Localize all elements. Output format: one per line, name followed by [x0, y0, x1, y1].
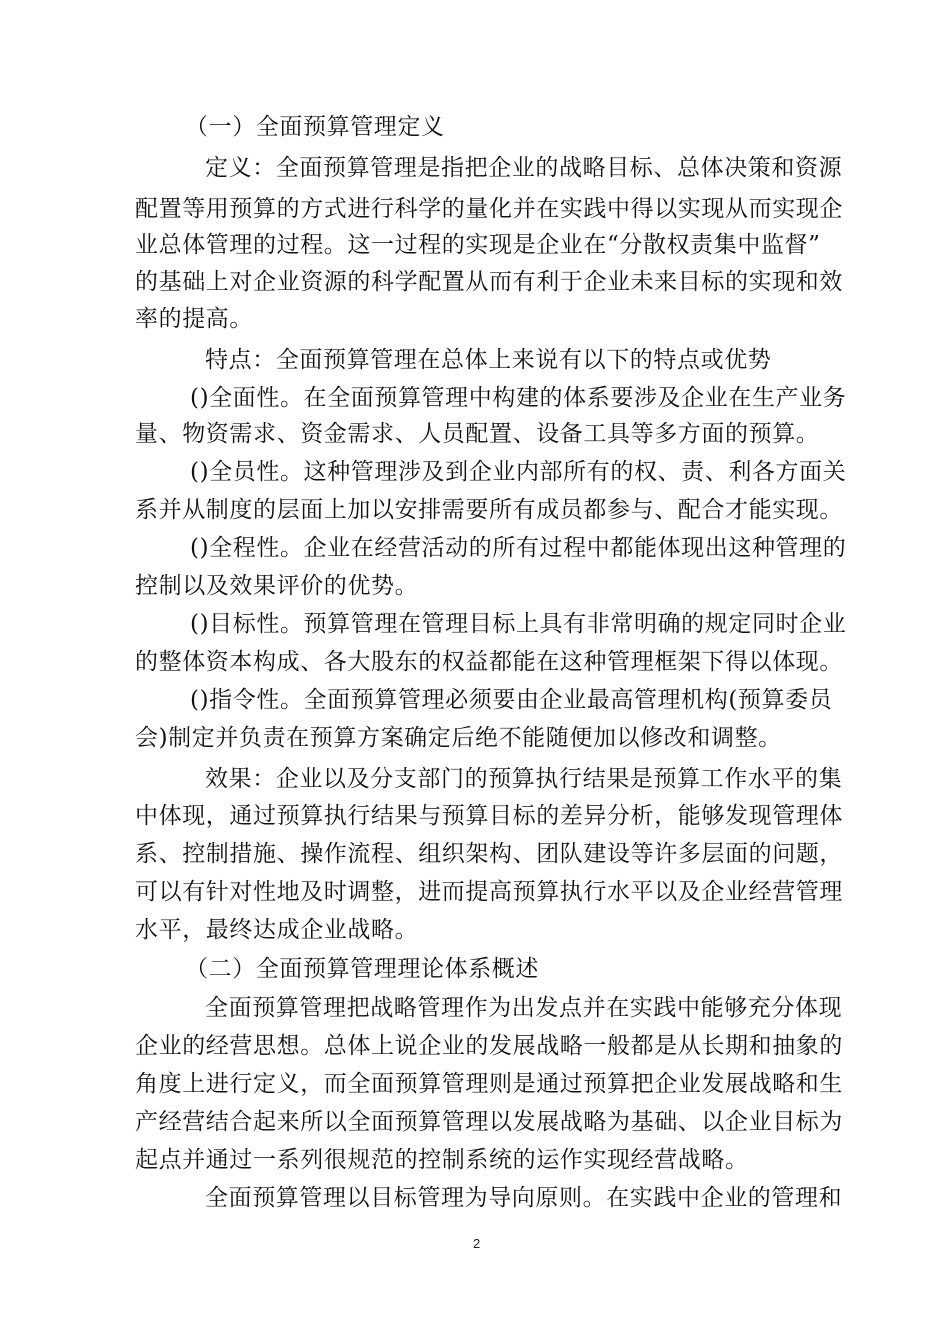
list-item-line: 会)制定并负责在预算方案确定后绝不能随便加以修改和调整。 — [135, 725, 782, 751]
section-heading-2: （二）全面预算管理理论体系概述 — [185, 956, 539, 982]
list-item-line: 控制以及效果评价的优势。 — [135, 573, 419, 599]
paragraph-line: 率的提高。 — [135, 306, 253, 332]
page-number: 2 — [473, 1236, 481, 1251]
paragraph-line: 业总体管理的过程。这一过程的实现是企业在“分散权责集中监督” — [135, 232, 821, 258]
paragraph-line: 可以有针对性地及时调整，进而提高预算执行水平以及企业经营管理 — [135, 879, 843, 905]
list-item-line: ()指令性。全面预算管理必须要由企业最高管理机构(预算委员 — [190, 687, 833, 713]
section-heading-1: （一）全面预算管理定义 — [185, 114, 445, 140]
paragraph-line: 定义：全面预算管理是指把企业的战略目标、总体决策和资源 — [205, 155, 843, 181]
list-item-line: ()目标性。预算管理在管理目标上具有非常明确的规定同时企业 — [190, 611, 847, 637]
paragraph-line: 角度上进行定义，而全面预算管理则是通过预算把企业发展战略和生 — [135, 1071, 843, 1097]
paragraph-line: 企业的经营思想。总体上说企业的发展战略一般都是从长期和抽象的 — [135, 1033, 843, 1059]
paragraph-line: 水平，最终达成企业战略。 — [135, 917, 419, 943]
paragraph-line: 起点并通过一系列很规范的控制系统的运作实现经营战略。 — [135, 1147, 749, 1173]
list-item-line: ()全程性。企业在经营活动的所有过程中都能体现出这种管理的 — [190, 535, 847, 561]
paragraph-line: 效果：企业以及分支部门的预算执行结果是预算工作水平的集 — [205, 766, 843, 792]
list-item-line: ()全面性。在全面预算管理中构建的体系要涉及企业在生产业务 — [190, 385, 847, 411]
paragraph-line: 产经营结合起来所以全面预算管理以发展战略为基础、以企业目标为 — [135, 1109, 843, 1135]
paragraph-line: 中体现，通过预算执行结果与预算目标的差异分析，能够发现管理体 — [135, 803, 843, 829]
paragraph-line: 的基础上对企业资源的科学配置从而有利于企业未来目标的实现和效 — [135, 269, 843, 295]
list-item-line: 量、物资需求、资金需求、人员配置、设备工具等多方面的预算。 — [135, 421, 820, 447]
paragraph-line: 特点：全面预算管理在总体上来说有以下的特点或优势 — [205, 347, 772, 373]
list-item-line: 的整体资本构成、各大股东的权益都能在这种管理框架下得以体现。 — [135, 649, 843, 675]
list-item-line: ()全员性。这种管理涉及到企业内部所有的权、责、利各方面关 — [190, 459, 847, 485]
list-item-line: 系并从制度的层面上加以安排需要所有成员都参与、配合才能实现。 — [135, 497, 843, 523]
paragraph-line: 系、控制措施、操作流程、组织架构、团队建设等许多层面的问题， — [135, 841, 843, 867]
paragraph-line: 全面预算管理以目标管理为导向原则。在实践中企业的管理和 — [205, 1185, 843, 1211]
paragraph-line: 全面预算管理把战略管理作为出发点并在实践中能够充分体现 — [205, 995, 843, 1021]
paragraph-line: 配置等用预算的方式进行科学的量化并在实践中得以实现从而实现企 — [135, 196, 843, 222]
